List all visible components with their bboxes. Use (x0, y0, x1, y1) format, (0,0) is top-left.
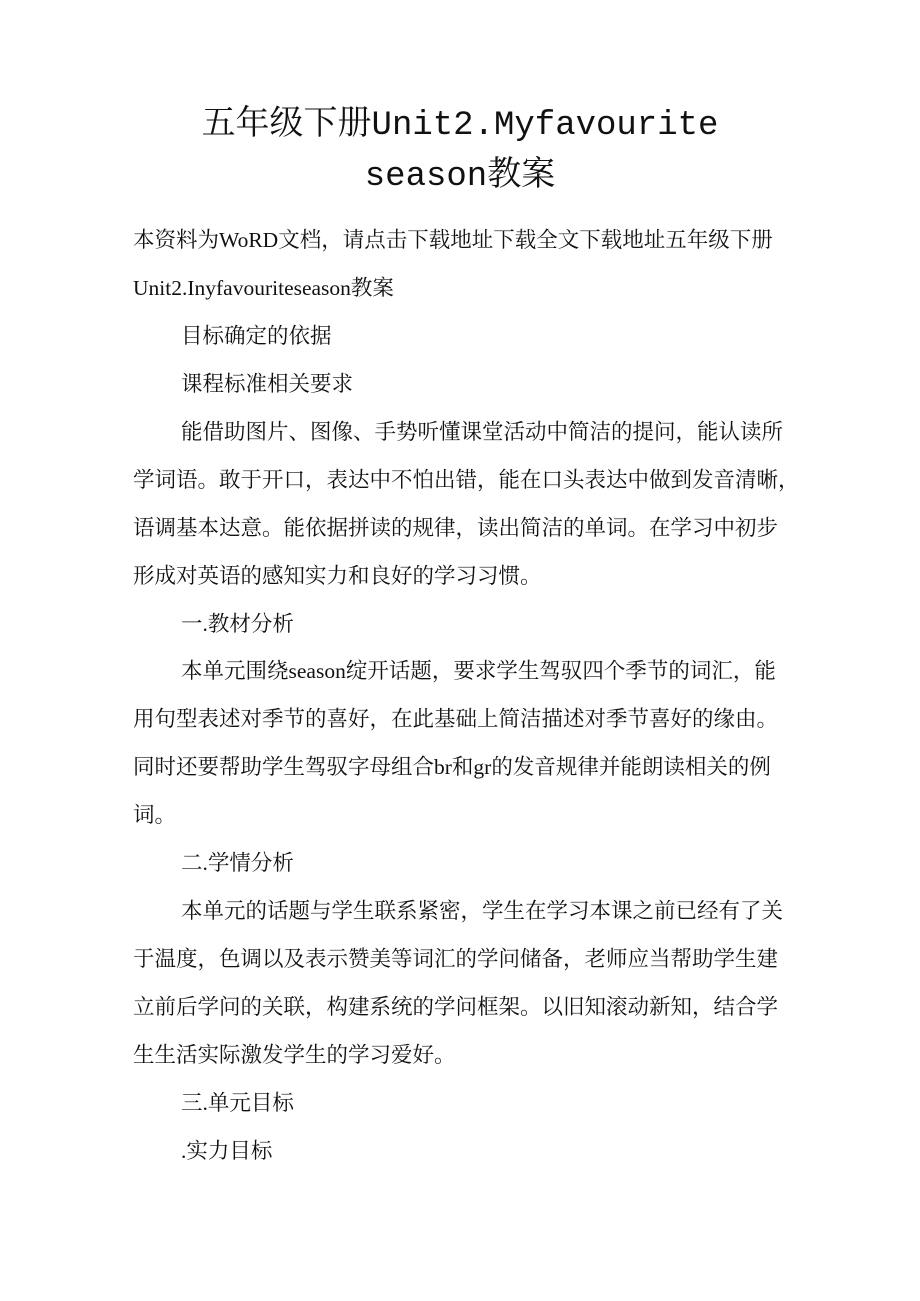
section-2-paragraph (133, 888, 853, 1080)
intro-line: Unit2.Inyfavouriteseason教案 (133, 275, 394, 300)
paragraph-line: 词。 (133, 803, 177, 828)
document-body (133, 217, 853, 1176)
intro-paragraph (133, 217, 853, 313)
paragraph-line: 用句型表述对季节的喜好，在此基础上简洁描述对季节喜好的缘由。 (133, 707, 779, 732)
paragraph-line: 本单元的话题与学生联系紧密，学生在学习本课之前已经有了关 (181, 899, 784, 924)
paragraph-line: 本单元围绕season绽开话题，要求学生驾驭四个季节的词汇，能 (181, 659, 776, 684)
paragraph-line: 立前后学问的关联，构建系统的学问框架。以旧知滚动新知，结合学 (133, 995, 779, 1019)
curriculum-heading: 课程标准相关要求 (181, 371, 354, 396)
document-title (0, 101, 920, 203)
section-3-heading: 三.单元目标 (181, 1090, 294, 1115)
paragraph-line: 学词语。敢于开口，表达中不怕出错，能在口头表达中做到发音清晰， (133, 467, 800, 492)
section-1-paragraph (133, 648, 853, 840)
paragraph-line: 语调基本达意。能依据拼读的规律，读出简洁的单词。在学习中初步 (133, 515, 779, 540)
intro-line: 本资料为WoRD文档，请点击下载地址下载全文下载地址五年级下册 (133, 228, 773, 252)
basis-heading: 目标确定的依据 (181, 323, 332, 348)
curriculum-paragraph (133, 409, 853, 601)
title-line-2: season教案 (364, 158, 556, 196)
paragraph-line: 形成对英语的感知实力和良好的学习习惯。 (133, 563, 542, 588)
section-1-heading: 一.教材分析 (181, 611, 294, 636)
section-3-subheading: .实力目标 (181, 1138, 273, 1163)
section-2-heading: 二.学情分析 (181, 851, 294, 876)
title-line-1: 五年级下册Unit2.Myfavourite (201, 107, 719, 145)
paragraph-line: 能借助图片、图像、手势听懂课堂活动中简洁的提问，能认读所 (181, 419, 784, 444)
paragraph-line: 生生活实际激发学生的学习爱好。 (133, 1042, 456, 1067)
paragraph-line: 同时还要帮助学生驾驭字母组合br和gr的发音规律并能朗读相关的例 (133, 755, 771, 780)
paragraph-line: 于温度，色调以及表示赞美等词汇的学问储备，老师应当帮助学生建 (133, 947, 779, 972)
